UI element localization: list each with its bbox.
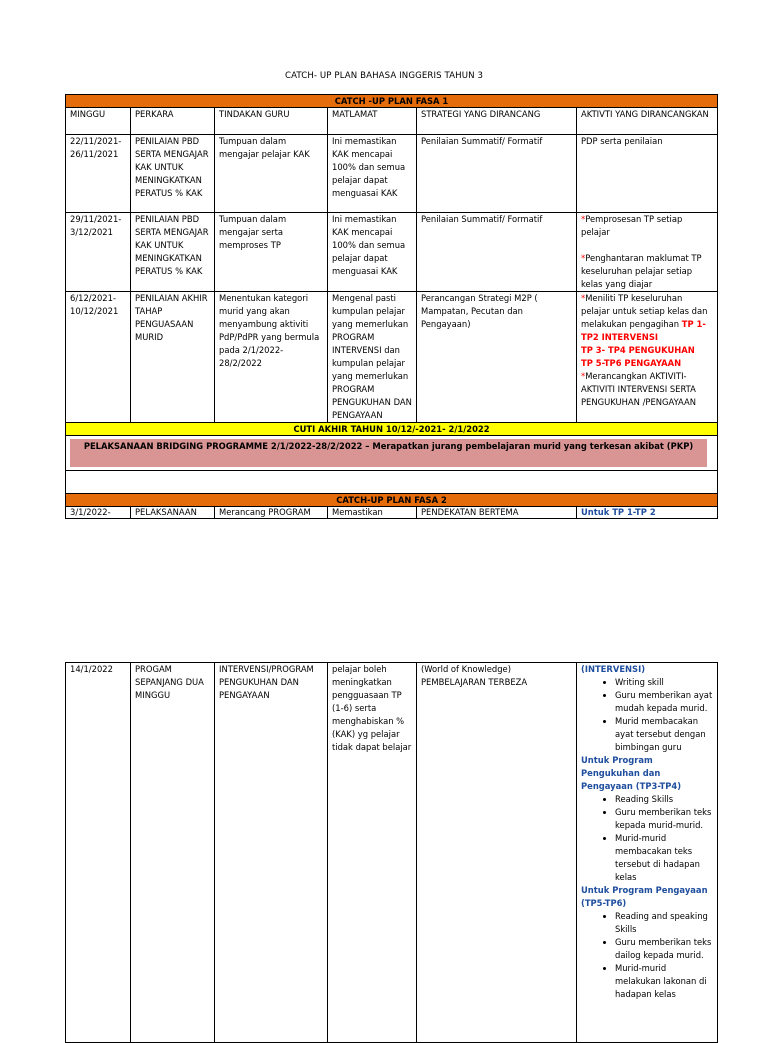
aktiviti-item: *Merancangkan AKTIVITI-AKTIVITI INTERVENSI SERTA PENGUKUHAN /PENGAYAAN [581,371,696,407]
column-header-row [66,108,718,135]
cuti-akhir-tahun: CUTI AKHIR TAHUN 10/12/-2021- 2/1/2022 [66,423,718,436]
column-header-perkara: PERKARA [131,108,215,135]
table-row [66,213,718,292]
cell-minggu: 14/1/2022 [66,663,131,1043]
asterisk-marker: * [581,371,586,381]
list-item: • Guru memberikan teks dailog kepada murid. [615,936,713,962]
table-row [66,663,718,1043]
cell-perkara: PENILAIAN PBD SERTA MENGAJAR KAK UNTUK MENINGKATKAN PERATUS % KAK [131,213,215,292]
cell-minggu: 3/1/2022- [66,507,131,519]
list-item: • Murid-murid membacakan teks tersebut di hadapan kelas [615,832,713,884]
pengayaan-heading: Untuk Program Pengayaan (TP5-TP6) [581,885,708,908]
cell-tindakan: Tumpuan dalam mengajar pelajar KAK [215,135,328,213]
bridging-programme-banner: PELAKSANAAN BRIDGING PROGRAMME 2/1/2022-28/2/2022 – Merapatkan jurang pembelajaran murid yang terkesan akibat (PKP) [70,439,707,467]
list-item: • Guru memberikan ayat mudah kepada murid. [615,689,713,715]
cell-matlamat: Memastikan [328,507,417,519]
column-header-strategi: STRATEGI YANG DIRANCANG [417,108,577,135]
aktiviti-red-line: TP 5-TP6 PENGAYAAN [581,358,682,368]
fasa-2-heading: CATCH-UP PLAN FASA 2 [66,494,718,507]
list-item: • Writing skill [615,676,713,689]
asterisk-marker: * [581,214,586,224]
cell-matlamat: pelajar boleh meningkatkan pengguasaan TP (1-6) serta menghabiskan % (KAK) yg pelajar tidak dapat belajar [328,663,417,1043]
cell-tindakan: Tumpuan dalam mengajar serta memproses TP [215,213,328,292]
column-header-aktiviti: AKTIVTI YANG DIRANCANGKAN [577,108,718,135]
list-item: • Reading and speaking Skills [615,910,713,936]
list-item: • Murid-murid melakukan lakonan di hadapan kelas [615,962,713,1001]
cell-strategi: (World of Knowledge) PEMBELAJARAN TERBEZA [417,663,577,1043]
cell-strategi: Penilaian Summatif/ Formatif [417,135,577,213]
fasa-2-header-band [66,494,718,507]
list-item: • Guru memberikan teks kepada murid-murid. [615,806,713,832]
cell-perkara: PROGAM SEPANJANG DUA MINGGU [131,663,215,1043]
cell-matlamat: Mengenal pasti kumpulan pelajar yang memerlukan PROGRAM INTERVENSI dan kumpulan pelajar yang memerlukan PROGRAM PENGUKUHAN DAN PENGAYAAN [328,292,417,423]
column-header-minggu: MINGGU [66,108,131,135]
column-header-matlamat: MATLAMAT [328,108,417,135]
table-row [66,135,718,213]
cell-aktiviti: Untuk TP 1-TP 2 [577,507,718,519]
cell-aktiviti [577,663,718,1043]
cell-minggu: 6/12/2021-10/12/2021 [66,292,131,423]
cell-aktiviti [577,292,718,423]
cell-aktiviti: PDP serta penilaian [577,135,718,213]
pengukuhan-heading: Untuk Program Pengukuhan dan Pengayaan (TP3-TP4) [581,755,682,791]
aktiviti-item: *Pemprosesan TP setiap pelajar [581,214,683,237]
cell-perkara: PENILAIAN PBD SERTA MENGAJAR KAK UNTUK MENINGKATKAN PERATUS % KAK [131,135,215,213]
cell-perkara: PELAKSANAAN [131,507,215,519]
intervensi-list [581,676,713,754]
cell-strategi: Penilaian Summatif/ Formatif [417,213,577,292]
asterisk-marker: * [581,293,586,303]
pengukuhan-list [581,793,713,884]
column-header-tindakan-guru: TINDAKAN GURU [215,108,328,135]
table-row [66,507,718,519]
fasa-1-header-band [66,95,718,108]
cell-perkara: PENILAIAN AKHIR TAHAP PENGUASAAN MURID [131,292,215,423]
cell-minggu: 29/11/2021-3/12/2021 [66,213,131,292]
pengayaan-list [581,910,713,1001]
spacer-row [66,471,718,494]
cell-matlamat: Ini memastikan KAK mencapai 100% dan semua pelajar dapat menguasai KAK [328,213,417,292]
cell-strategi: Perancangan Strategi M2P ( Mampatan, Pecutan dan Pengayaan) [417,292,577,423]
cuti-row [66,423,718,436]
table-row [66,292,718,423]
catch-up-plan-table-fasa-1 [65,94,718,519]
cell-strategi: PENDEKATAN BERTEMA [417,507,577,519]
cell-aktiviti [577,213,718,292]
asterisk-marker: * [581,253,586,263]
intervensi-heading: (INTERVENSI) [581,664,646,674]
aktiviti-item: *Meniliti TP keseluruhan pelajar untuk setiap kelas dan melakukan pengagihan TP 1-TP2 INTERVENSI [581,293,708,342]
document-title: CATCH- UP PLAN BAHASA INGGERIS TAHUN 3 [284,71,484,81]
cell-tindakan: INTERVENSI/PROGRAM PENGUKUHAN DAN PENGAYAAN [215,663,328,1043]
aktiviti-item: *Penghantaran maklumat TP keseluruhan pelajar setiap kelas yang diajar [581,253,702,289]
catch-up-plan-table-fasa-2-continued [65,662,718,1043]
aktiviti-red-line: TP 3- TP4 PENGUKUHAN [581,345,695,355]
cell-tindakan: Menentukan kategori murid yang akan menyambung aktiviti PdP/PdPR yang bermula pada 2/1/2022-28/2/2022 [215,292,328,423]
cell-tindakan: Merancang PROGRAM [215,507,328,519]
list-item: • Reading Skills [615,793,713,806]
cell-matlamat: Ini memastikan KAK mencapai 100% dan semua pelajar dapat menguasai KAK [328,135,417,213]
fasa-1-heading: CATCH -UP PLAN FASA 1 [66,95,718,108]
list-item: • Murid membacakan ayat tersebut dengan bimbingan guru [615,715,713,754]
bridging-row [66,436,718,471]
cell-minggu: 22/11/2021-26/11/2021 [66,135,131,213]
